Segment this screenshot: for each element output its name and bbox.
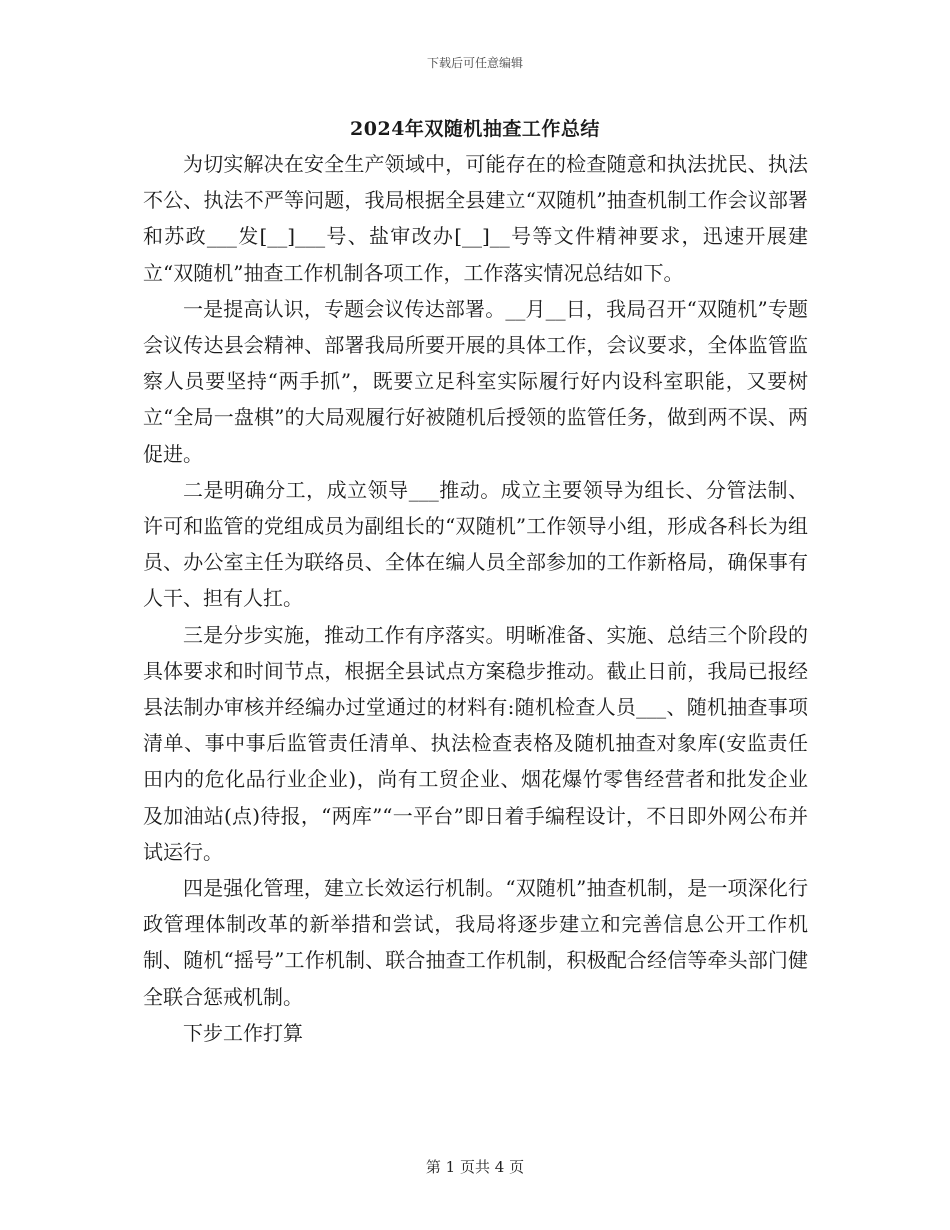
paragraph-point-three: 三是分步实施，推动工作有序落实。明晰准备、实施、总结三个阶段的具体要求和时间节点，根据全县试点方案稳步推动。截止日前，我局已报经县法制办审核并经编办过堂通过的材料有:随机检查人员___、随机抽查事项清单、事中事后监管责任清单、执法检查表格及随机抽查对象库(安监责任田内的危化品行业企业)，尚有工贸企业、烟花爆竹零售经营者和批发企业及加油站(点)待报，“两库”“一平台”即日着手编程设计，不日即外网公布并试运行。 [143,622,808,864]
paragraph-intro: 为切实解决在安全生产领域中，可能存在的检查随意和执法扰民、执法不公、执法不严等问题，我局根据全县建立“双随机”抽查机制工作会议部署和苏政___发[__]___号、盐审改办[__]__号等文件精神要求，迅速开展建立“双随机”抽查工作机制各项工作，工作落实情况总结如下。 [143,152,808,285]
paragraph-point-two: 二是明确分工，成立领导___推动。成立主要领导为组长、分管法制、许可和监管的党组成员为副组长的“双随机”工作领导小组，形成各科长为组员、办公室主任为联络员、全体在编人员全部参加的工作新格局，确保事有人干、担有人扛。 [143,477,808,611]
page-header-note: 下载后可任意编辑 [426,56,523,70]
page-number-footer: 第 1 页共 4 页 [425,1158,525,1176]
paragraph-point-four: 四是强化管理，建立长效运行机制。“双随机”抽查机制，是一项深化行政管理体制改革的新举措和尝试，我局将逐步建立和完善信息公开工作机制、随机“摇号”工作机制、联合抽查工作机制，积极配合经信等牵头部门健全联合惩戒机制。 [143,876,808,1009]
paragraph-next-steps-heading: 下步工作打算 [183,1020,303,1045]
document-body [143,146,808,1051]
document-title: 2024年双随机抽查工作总结 [350,118,600,140]
paragraph-point-one: 一是提高认识，专题会议传达部署。__月__日，我局召开“双随机”专题会议传达县会精神、部署我局所要开展的具体工作，会议要求，全体监管监察人员要坚持“两手抓”，既要立足科室实际履行好内设科室职能，又要树立“全局一盘棋”的大局观履行好被随机后授领的监管任务，做到两不误、两促进。 [143,296,808,466]
